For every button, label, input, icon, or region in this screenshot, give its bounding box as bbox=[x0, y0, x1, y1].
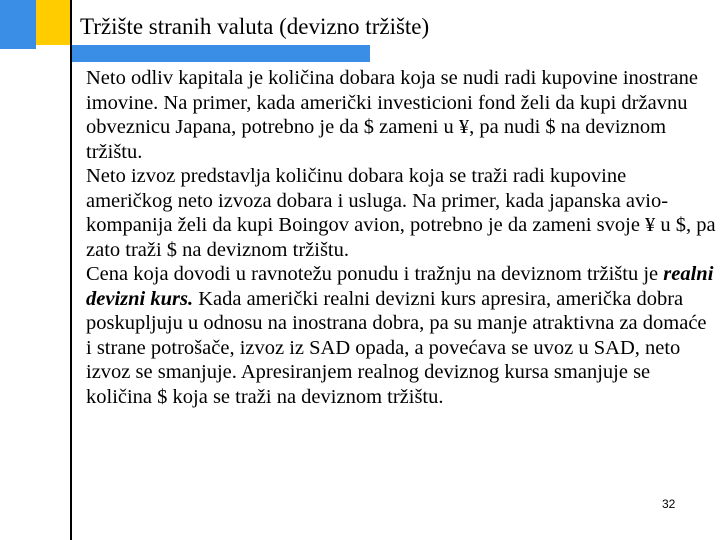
decor-blue-block bbox=[0, 0, 36, 49]
paragraph-net-exports: Neto izvoz predstavlja količinu dobara koja se traži radi kupovine američkog neto izvoza dobara i usluga. Na primer, kada japanska avio-kompanija želi da kupi Boingov avion, potrebno je da zameni svoje ¥ u $, pa zato traži $ na deviznom tržištu. bbox=[86, 165, 716, 261]
slide-title: Tržište stranih valuta (devizno tržište) bbox=[80, 14, 430, 39]
decor-blue-bar bbox=[70, 45, 370, 62]
paragraph-real-exchange-rate bbox=[86, 262, 716, 409]
paragraph-text-after: Kada američki realni devizni kurs apresira, američka dobra poskupljuju u odnosu na inostrana dobra, pa su manje atraktivna za domaće i strane potrošače, izvoz iz SAD opada, a povećava se uvoz u SAD, neto izvoz se smanjuje. Apresiranjem realnog deviznog kursa smanjuje se količina $ koja se traži na deviznom tržištu. bbox=[86, 287, 707, 408]
paragraph-text-before: Cena koja dovodi u ravnotežu ponudu i tražnju na deviznom tržištu je bbox=[86, 263, 664, 285]
slide-body bbox=[86, 66, 716, 409]
key-term: realni devizni kurs. bbox=[86, 263, 714, 310]
page-number: 32 bbox=[662, 497, 676, 511]
decor-vertical-line bbox=[70, 0, 72, 540]
decor-yellow-block bbox=[36, 0, 70, 45]
paragraph-net-capital-outflow: Neto odliv kapitala je količina dobara koja se nudi radi kupovine inostrane imovine. Na primer, kada američki investicioni fond želi da kupi državnu obveznicu Japana, potrebno je da $ zameni u ¥, pa nudi $ na deviznom tržištu. bbox=[86, 67, 698, 163]
